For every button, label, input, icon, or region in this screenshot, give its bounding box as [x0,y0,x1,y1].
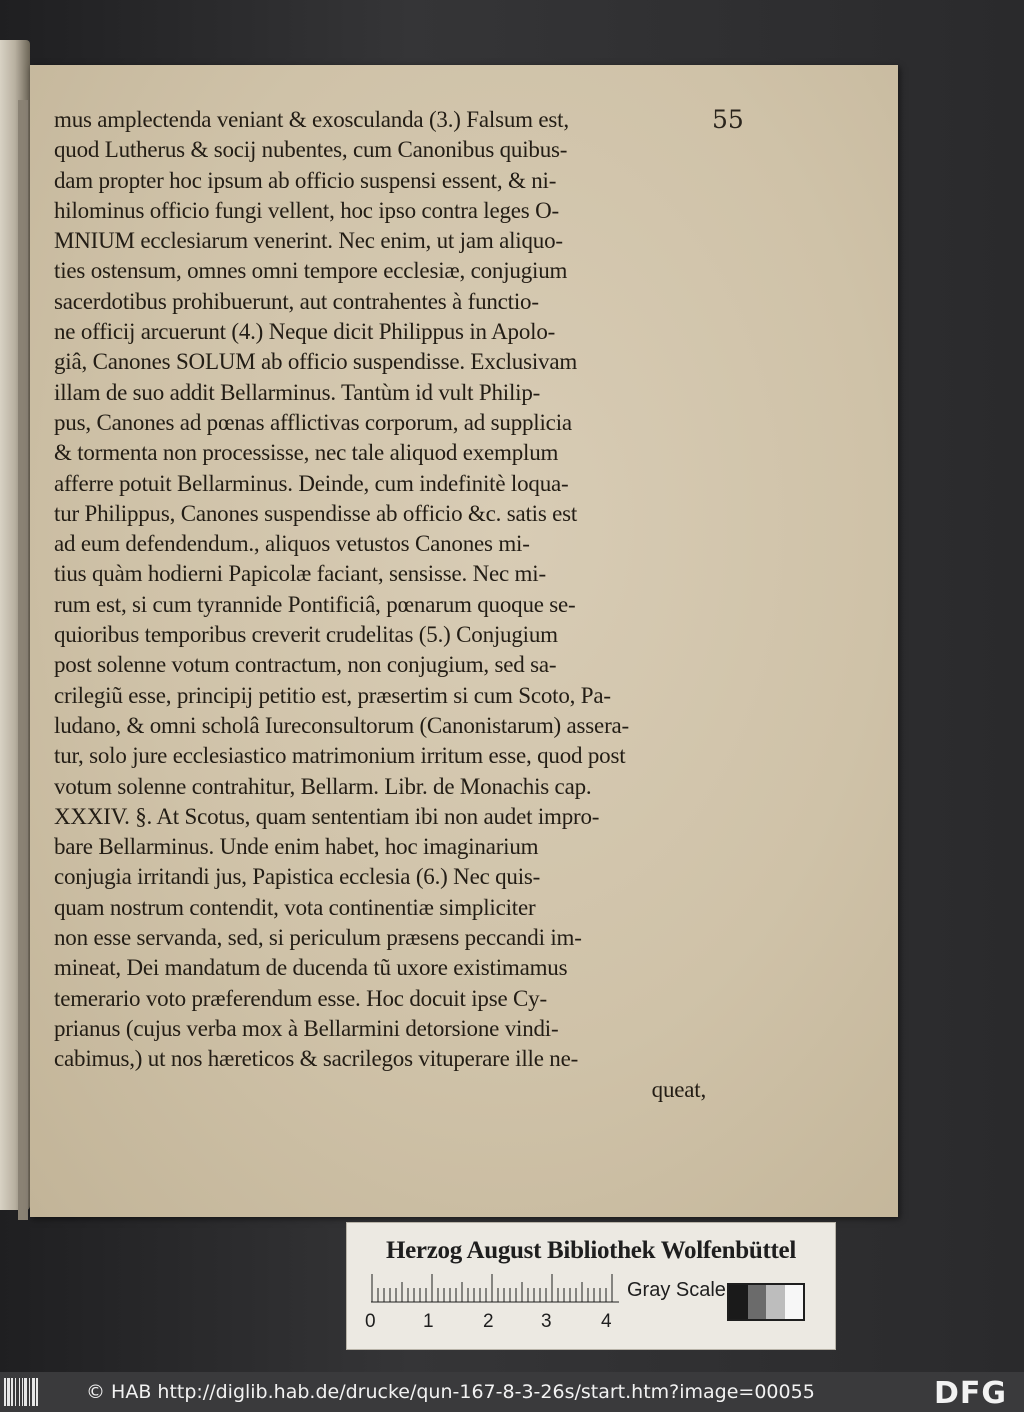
text-line: tius quàm hodierni Papicolæ faciant, sensisse. Nec mi- [54,561,546,587]
gray-swatch [785,1285,804,1319]
text-line: votum solenne contrahitur, Bellarm. Libr. de Monachis cap. [54,773,592,799]
text-line: ad eum defendendum., aliquos vetustos Canones mi- [54,531,530,557]
text-line: rum est, si cum tyrannide Pontificiâ, pœnarum quoque se- [54,591,576,617]
text-line: ludano, & omni scholâ Iureconsultorum (Canonistarum) assera- [54,712,629,738]
copyright-url[interactable]: © HAB http://diglib.hab.de/drucke/qun-167-8-3-26s/start.htm?image=00055 [86,1381,815,1403]
previous-page-edge [0,40,30,1210]
text-line: pus, Canones ad pœnas afflictivas corporum, ad supplicia [54,409,572,435]
text-line: hilominus officio fungi vellent, hoc ipso contra leges O- [54,197,559,223]
library-name: Herzog August Bibliothek Wolfenbüttel [385,1237,796,1264]
ruler-label: 0 [365,1311,376,1332]
ruler-label: 4 [601,1311,612,1332]
ruler-label: 1 [423,1311,434,1332]
text-line: tur, solo jure ecclesiastico matrimonium irritum esse, quod post [54,743,626,769]
text-line: XXXIV. §. At Scotus, quam sententiam ibi non audet impro- [54,803,600,829]
page-edge-shadow [18,100,28,1220]
text-line: quod Lutherus & socij nubentes, cum Canonibus quibus- [54,137,568,163]
gray-scale-label: Gray Scale [627,1279,726,1301]
catchword: queat, [651,1076,706,1102]
text-line: MNIUM ecclesiarum venerint. Nec enim, ut jam aliquo- [54,228,563,254]
color-calibration-card [346,1222,836,1350]
text-line: conjugia irritandi jus, Papistica ecclesia (6.) Nec quis- [54,864,541,890]
text-line: crilegiũ esse, principij petitio est, præsertim si cum Scoto, Pa- [54,682,611,708]
page-text-block [54,105,706,1105]
text-line: tur Philippus, Canones suspendisse ab officio &c. satis est [54,500,578,526]
ruler-labels [365,1311,625,1335]
text-line: mineat, Dei mandatum de ducenda tũ uxore existimamus [54,955,568,981]
text-line: cabimus,) ut nos hæreticos & sacrilegos vituperare ille ne- [54,1046,579,1072]
ruler-icon [371,1273,619,1303]
text-line: ne officij arcuerunt (4.) Neque dicit Philippus in Apolo- [54,319,556,345]
text-line: & tormenta non processisse, nec tale aliquod exemplum [54,440,559,466]
ruler-label: 3 [541,1311,552,1332]
gray-swatch [766,1285,785,1319]
text-line: ties ostensum, omnes omni tempore ecclesiæ, conjugium [54,258,568,284]
gray-swatch [729,1285,748,1319]
text-line: post solenne votum contractum, non conjugium, sed sa- [54,652,557,678]
text-line: mus amplectenda veniant & exosculanda (3.) Falsum est, [54,107,569,132]
text-line: prianus (cujus verba mox à Bellarmini detorsione vindi- [54,1015,559,1041]
text-line: quam nostrum contendit, vota continentiæ simpliciter [54,894,536,920]
text-line: sacerdotibus prohibuerunt, aut contrahentes à functio- [54,288,539,314]
text-line: dam propter hoc ipsum ab officio suspensi essent, & ni- [54,167,557,193]
book-page [30,65,898,1217]
text-line: temerario voto præferendum esse. Hoc docuit ipse Cy- [54,985,547,1011]
text-line: afferre potuit Bellarminus. Deinde, cum indefinitè loqua- [54,470,569,496]
text-line: non esse servanda, sed, si periculum præsens peccandi im- [54,925,582,951]
text-line: giâ, Canones SOLUM ab officio suspendisse. Exclusivam [54,349,578,375]
viewer-footer [0,1372,1024,1412]
text-line: illam de suo addit Bellarminus. Tantùm id vult Philip- [54,379,541,405]
gray-scale-swatches [727,1283,805,1321]
text-line: bare Bellarminus. Unde enim habet, hoc imaginarium [54,834,539,860]
ruler-label: 2 [483,1311,494,1332]
gray-swatch [748,1285,767,1319]
page-number: 55 [712,105,744,134]
barcode-icon [4,1378,46,1406]
text-line: quioribus temporibus creverit crudelitas (5.) Conjugium [54,622,558,648]
dfg-logo: DFG [934,1376,1008,1411]
